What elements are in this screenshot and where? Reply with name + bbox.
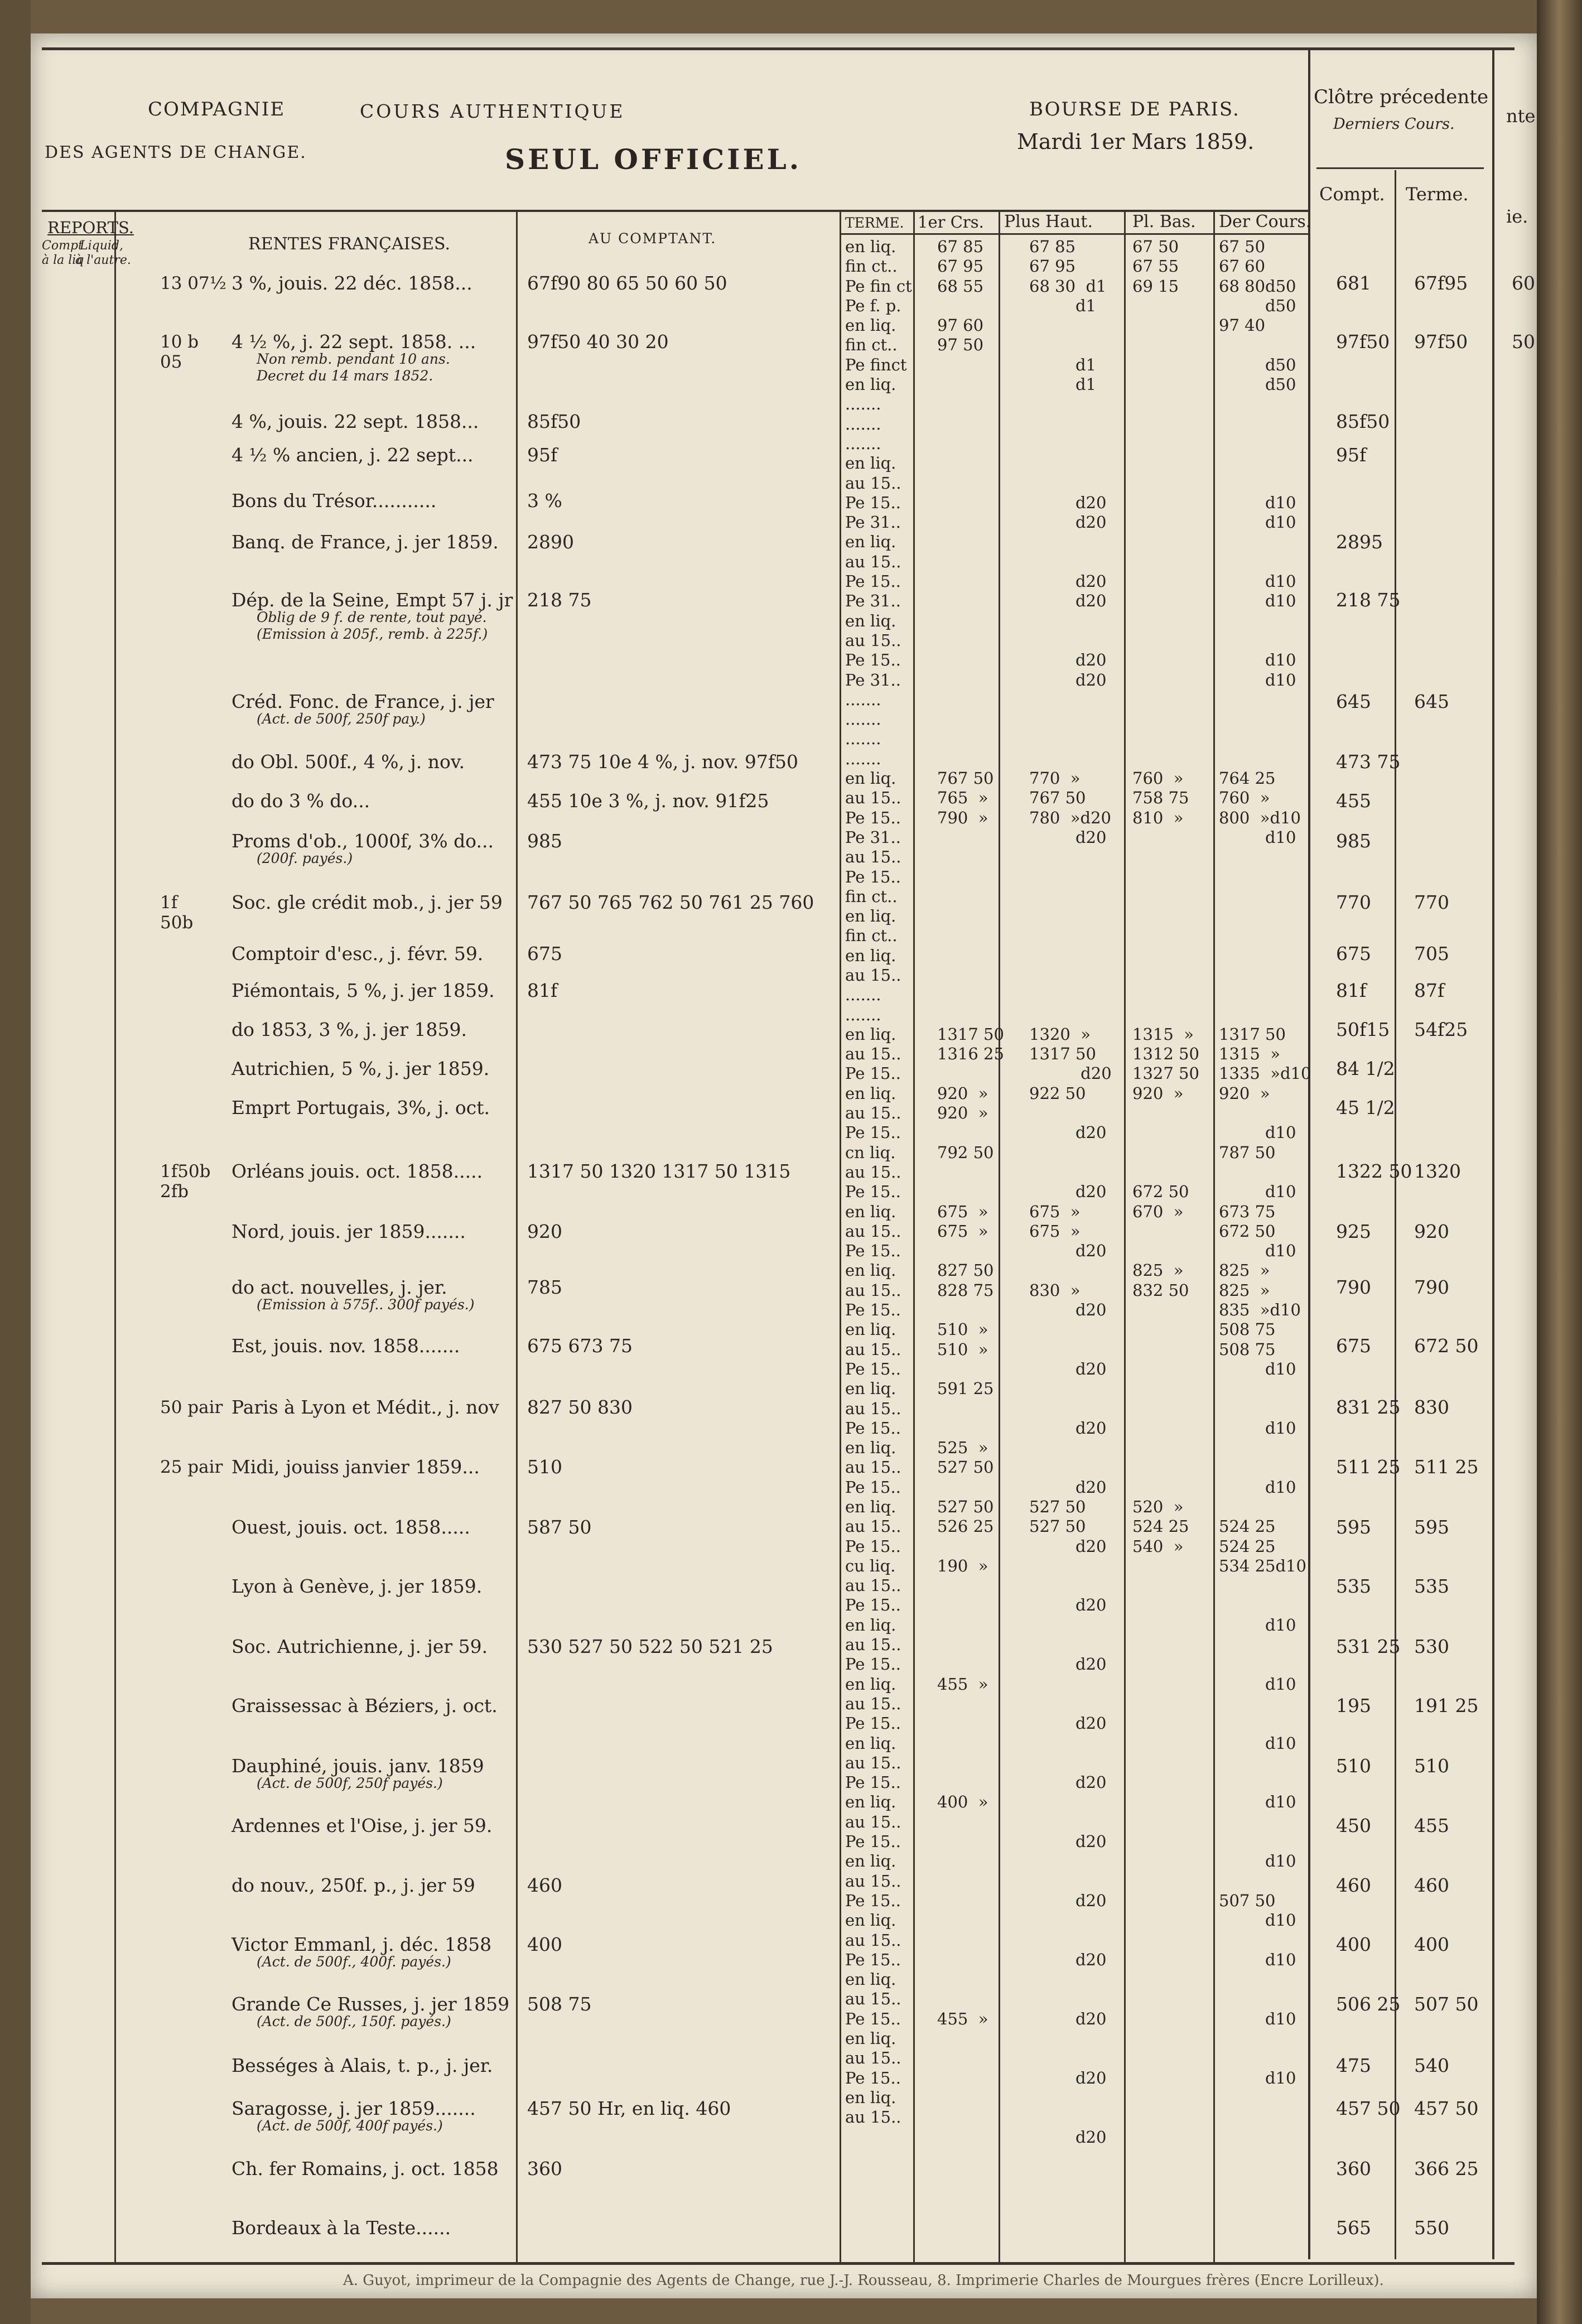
prev-compt-value: 2895 [1336,531,1383,553]
security-name: Créd. Fonc. de France, j. jer [231,691,494,712]
session-date: Mardi 1er Mars 1859. [1017,129,1255,154]
reports-liq2: à la liq [42,253,84,267]
prev-terme-value: 790 [1414,1276,1449,1298]
report-value: 13 07½ [160,273,226,293]
security-name: Piémontais, 5 %, j. jer 1859. [231,980,495,1001]
premier-header: 1er Crs. [918,213,984,232]
security-name: Grande Ce Russes, j. jer 1859 [231,1993,510,2015]
prev-compt-value: 460 [1336,1874,1371,1896]
edge-text-1: nte [1506,105,1536,127]
comptant-prices: 827 50 830 [527,1396,633,1418]
comptant-prices: 81f [527,980,558,1001]
prev-compt-value: 450 [1336,1815,1371,1836]
page-subtitle: SEUL OFFICIEL. [505,143,802,176]
security-name: Soc. gle crédit mob., j. jer 59 [231,891,503,913]
prev-terme-header: Terme. [1406,184,1469,205]
security-name: Soc. Autrichienne, j. jer 59. [231,1636,488,1657]
prev-terme-value: 535 [1414,1575,1449,1597]
edge-value: 60 [1512,272,1535,294]
reports-divider [114,212,116,2262]
rentes-divider [516,212,518,2262]
security-name: 4 %, jouis. 22 sept. 1858... [231,411,479,432]
security-name: Bons du Trésor........... [231,490,437,512]
top-rule [42,47,1515,50]
prev-compt-value: 675 [1336,1335,1371,1357]
prev-terme-value: 510 [1414,1755,1449,1777]
prev-compt-value: 195 [1336,1695,1371,1717]
prev-compt-value: 790 [1336,1276,1371,1298]
security-name: Midi, jouiss janvier 1859... [231,1456,480,1478]
prev-compt-value: 770 [1336,891,1371,913]
terme-header: TERME. [845,215,904,231]
edge-value: 50 [1512,331,1535,353]
bas-header: Pl. Bas. [1132,212,1196,232]
security-note: (Act. de 500f, 250f payés.) [257,1775,443,1791]
prev-compt-value: 645 [1336,691,1371,712]
comptant-prices: 97f50 40 30 20 [527,331,669,353]
dernier-cours-column: 67 50 67 60 68 80d50 d50 97 40 d50 d50 d10 d10 d10 d10 d10 d10 764 25 760 » 800 »d10 d10 1317 50 1315 » 1335 »d10 920 » d10 787 50 d10 673 75 672 50 d10 825 » 825 » 835 »d10 508 75 508 75 d10 d10 d10 524 25 524 25 534 25d10 d10 d10 d10 d10 d10 507 50 d10 d10 d10 d10 [1219,237,1311,2087]
security-note: (Emission à 575f.. 300f payés.) [257,1296,475,1313]
security-name: do 1853, 3 %, j. jer 1859. [231,1019,467,1040]
prev-terme-value: 67f95 [1414,272,1468,294]
security-name: Est, jouis. nov. 1858....... [231,1335,460,1357]
edge-text-2: ie. [1506,206,1528,227]
security-name: 4 ½ % ancien, j. 22 sept... [231,444,474,466]
premier-cours-column: 67 85 67 95 68 55 97 60 97 50 767 50 765 » 790 » 1317 50 1316 25 920 » 920 » 792 50 675 » 675 » 827 50 828 75 510 » 510 » 591 25 525 » 527 50 527 50 526 25 190 » 455 » 400 » 455 » [937,237,1004,2028]
security-name: Bordeaux à la Teste...... [231,2217,451,2239]
prev-compt-value: 475 [1336,2055,1371,2076]
comptant-prices: 920 [527,1221,562,1242]
bourse-label: BOURSE DE PARIS. [1029,98,1240,120]
security-name: Nord, jouis. jer 1859....... [231,1221,466,1242]
security-note: Non remb. pendant 10 ans. Decret du 14 mars 1852. [257,351,450,384]
comptant-prices: 587 50 [527,1516,592,1538]
security-name: Bességes à Alais, t. p., j. jer. [231,2055,493,2076]
compt-terme-divider [1395,170,1396,2259]
prev-compt-value: 360 [1336,2158,1371,2180]
security-name: Comptoir d'esc., j. févr. 59. [231,943,484,965]
derniers-cours-label: Derniers Cours. [1333,115,1455,133]
comptant-prices: 455 10e 3 %, j. nov. 91f25 [527,790,769,812]
page-title: COURS AUTHENTIQUE [360,100,625,122]
cloture-subrule [1316,167,1484,169]
prev-terme-value: 540 [1414,2055,1449,2076]
prev-terme-value: 770 [1414,891,1449,913]
security-name: Lyon à Genève, j. jer 1859. [231,1575,483,1597]
security-name: Paris à Lyon et Médit., j. nov [231,1396,499,1418]
company-line1: COMPAGNIE [148,98,286,120]
haut-header: Plus Haut. [1004,212,1093,232]
security-name: Saragosse, j. jer 1859....... [231,2098,476,2119]
security-name: Victor Emmanl, j. déc. 1858 [231,1934,492,1955]
security-name: do do 3 % do... [231,790,370,812]
comptant-prices: 767 50 765 762 50 761 25 760 [527,891,814,913]
prev-compt-value: 85f50 [1336,411,1390,432]
prev-compt-value: 531 25 [1336,1636,1401,1657]
comptant-divider [840,212,841,2262]
reports-liq: Liquid, [80,239,124,253]
plus-haut-column: 67 85 67 95 68 30 d1 d1 d1 d1 d20 d20 d20 d20 d20 d20 770 » 767 50 780 »d20 d20 1320 » 1317 50 d20 922 50 d20 d20 675 » 675 » d20 830 » d20 d20 d20 d20 527 50 527 50 d20 d20 d20 d20 d20 d20 d20 d20 d20 d20 d20 [1029,237,1112,2147]
security-name: 3 %, jouis. 22 déc. 1858... [231,272,472,294]
rentes-header: RENTES FRANÇAISES. [248,234,450,254]
security-name: 4 ½ %, j. 22 sept. 1858. ... [231,331,476,353]
prev-compt-value: 457 50 [1336,2098,1401,2119]
report-value: 1f50b 2fb [160,1161,211,1202]
prev-terme-value: 191 25 [1414,1695,1479,1717]
prev-compt-value: 473 75 [1336,751,1401,773]
security-name: Ch. fer Romains, j. oct. 1858 [231,2158,499,2180]
security-note: (Act. de 500f., 150f. payés.) [257,2013,451,2029]
comptant-prices: 218 75 [527,589,592,611]
comptant-prices: 1317 50 1320 1317 50 1315 [527,1160,791,1182]
terme-column: en liq. fin ct.. Pe fin ct Pe f. p. en liq. fin ct.. Pe finct en liq. ....... ....... ....... en liq. au 15.. Pe 15.. Pe 31.. en liq. au 15.. Pe 15.. Pe 31.. en liq. au 15.. Pe 15.. Pe 31.. ....... ....... ....... ....... en liq. au 15.. Pe 15.. Pe 31.. au 15.. Pe 15.. fin ct.. en liq. fin ct.. en liq. au 15.. ....... ....... en liq. au 15.. Pe 15.. en liq. au 15.. Pe 15.. cn liq. au 15.. Pe 15.. en liq. au 15.. Pe 15.. en liq. au 15.. Pe 15.. en liq. au 15.. Pe 15.. en liq. au 15.. Pe 15.. en liq. au 15.. Pe 15.. en liq. au 15.. Pe 15.. cu liq. au 15.. Pe 15.. en liq. au 15.. Pe 15.. en liq. au 15.. Pe 15.. en liq. au 15.. Pe 15.. en liq. au 15.. Pe 15.. en liq. au 15.. Pe 15.. en liq. au 15.. Pe 15.. en liq. au 15.. Pe 15.. en liq. au 15.. Pe 15.. en liq. au 15.. [845,237,912,2127]
prev-terme-value: 530 [1414,1636,1449,1657]
report-value: 1f 50b [160,893,194,933]
prev-compt-value: 218 75 [1336,589,1401,611]
security-name: do nouv., 250f. p., j. jer 59 [231,1874,475,1896]
prev-compt-value: 985 [1336,830,1371,852]
prev-terme-value: 455 [1414,1815,1449,1836]
prev-terme-value: 460 [1414,1874,1449,1896]
company-line2: DES AGENTS DE CHANGE. [45,143,307,162]
prev-compt-value: 455 [1336,790,1371,812]
cloture-label: Clôtre précedente [1314,86,1489,108]
prev-terme-value: 595 [1414,1516,1449,1538]
comptant-prices: 95f [527,444,558,466]
prev-compt-value: 400 [1336,1934,1371,1955]
comptant-prices: 675 673 75 [527,1335,633,1357]
comptant-prices: 67f90 80 65 50 60 50 [527,272,727,294]
comptant-prices: 460 [527,1874,562,1896]
prev-compt-value: 97f50 [1336,331,1390,353]
prev-compt-value: 1322 50 [1336,1160,1412,1182]
prev-compt-value: 45 1/2 [1336,1097,1395,1118]
prev-compt-value: 831 25 [1336,1396,1401,1418]
comptant-prices: 675 [527,943,562,965]
security-note: (Act. de 500f., 400f. payés.) [257,1954,451,1970]
bottom-rule [42,2262,1515,2265]
prev-terme-value: 672 50 [1414,1335,1479,1357]
terme-header-rule [840,233,1308,235]
prev-terme-value: 87f [1414,980,1445,1001]
prev-terme-value: 1320 [1414,1160,1461,1182]
prev-terme-value: 54f25 [1414,1019,1468,1040]
security-name: Dép. de la Seine, Empt 57 j. jr [231,589,513,611]
security-name: Banq. de France, j. jer 1859. [231,531,499,553]
prev-compt-value: 681 [1336,272,1371,294]
comptant-prices: 85f50 [527,411,581,432]
bas-divider [1213,212,1215,2262]
security-name: Autrichien, 5 %, j. jer 1859. [231,1058,490,1079]
plus-bas-column: 67 50 67 55 69 15 760 » 758 75 810 » 1315 » 1312 50 1327 50 920 » 672 50 670 » 825 » 832 50 520 » 524 25 540 » [1132,237,1199,1556]
prev-terme-value: 97f50 [1414,331,1468,353]
comptant-prices: 457 50 Hr, en liq. 460 [527,2098,731,2119]
security-name: Ouest, jouis. oct. 1858..... [231,1516,470,1538]
prev-terme-value: 645 [1414,691,1449,712]
comptant-prices: 400 [527,1934,562,1955]
security-name: Ardennes et l'Oise, j. jer 59. [231,1815,493,1836]
prev-compt-value: 511 25 [1336,1456,1401,1478]
prev-terme-value: 507 50 [1414,1993,1479,2015]
comptant-prices: 2890 [527,531,574,553]
prev-compt-value: 84 1/2 [1336,1058,1395,1079]
haut-divider [1124,212,1126,2262]
security-name: do act. nouvelles, j. jer. [231,1276,447,1298]
security-note: (200f. payés.) [257,850,353,866]
security-note: Oblig de 9 f. de rente, tout payé. (Emission à 205f., remb. à 225f.) [257,609,488,642]
prev-compt-value: 510 [1336,1755,1371,1777]
dernier-header: Der Cours. [1219,212,1311,232]
security-name: Graissessac à Béziers, j. oct. [231,1695,498,1717]
prev-terme-value: 366 25 [1414,2158,1479,2180]
reports-autre: à l'autre. [75,253,131,267]
comptant-header: AU COMPTANT. [589,230,717,247]
comptant-prices: 473 75 10e 4 %, j. nov. 97f50 [527,751,799,773]
comptant-prices: 530 527 50 522 50 521 25 [527,1636,773,1657]
prev-compt-value: 81f [1336,980,1367,1001]
prev-terme-value: 457 50 [1414,2098,1479,2119]
terme-divider [913,212,915,2262]
prev-compt-value: 675 [1336,943,1371,965]
prev-compt-value: 595 [1336,1516,1371,1538]
prev-compt-value: 50f15 [1336,1019,1390,1040]
security-note: (Act. de 500f, 400f payés.) [257,2118,443,2134]
book-page-edges [1537,0,1582,2324]
book-binding-left [0,0,31,2324]
prev-compt-value: 506 25 [1336,1993,1401,2015]
reports-header: REPORTS. [47,218,134,237]
security-name: do Obl. 500f., 4 %, j. nov. [231,751,465,773]
security-name: Dauphiné, jouis. janv. 1859 [231,1755,484,1777]
comptant-prices: 785 [527,1276,562,1298]
prev-terme-value: 920 [1414,1221,1449,1242]
bulletin-page [31,33,1537,2298]
prev-compt-value: 925 [1336,1221,1371,1242]
report-value: 10 b 05 [160,332,199,372]
prev-terme-value: 511 25 [1414,1456,1479,1478]
prev-terme-value: 400 [1414,1934,1449,1955]
reports-compt: Compt [42,239,83,253]
comptant-prices: 3 % [527,490,562,512]
prev-terme-value: 705 [1414,943,1449,965]
security-note: (Act. de 500f, 250f pay.) [257,711,426,727]
security-name: Proms d'ob., 1000f, 3% do... [231,830,494,852]
header-rule [42,210,1308,212]
right-divider [1492,50,1494,2259]
prev-compt-value: 95f [1336,444,1367,466]
prev-terme-value: 550 [1414,2217,1449,2239]
security-name: Orléans jouis. oct. 1858..... [231,1160,483,1182]
comptant-prices: 508 75 [527,1993,592,2015]
comptant-prices: 360 [527,2158,562,2180]
prev-compt-value: 565 [1336,2217,1371,2239]
comptant-prices: 985 [527,830,562,852]
comptant-prices: 510 [527,1456,562,1478]
prev-compt-value: 535 [1336,1575,1371,1597]
printer-footer: A. Guyot, imprimeur de la Compagnie des Agents de Change, rue J.-J. Rousseau, 8. Imprimerie Charles de Mourgues frères (Encre Lorilleux). [343,2272,1384,2289]
prev-terme-value: 830 [1414,1396,1449,1418]
report-value: 50 pair [160,1397,223,1417]
security-name: Emprt Portugais, 3%, j. oct. [231,1097,490,1118]
prev-compt-header: Compt. [1319,184,1385,205]
report-value: 25 pair [160,1457,223,1477]
